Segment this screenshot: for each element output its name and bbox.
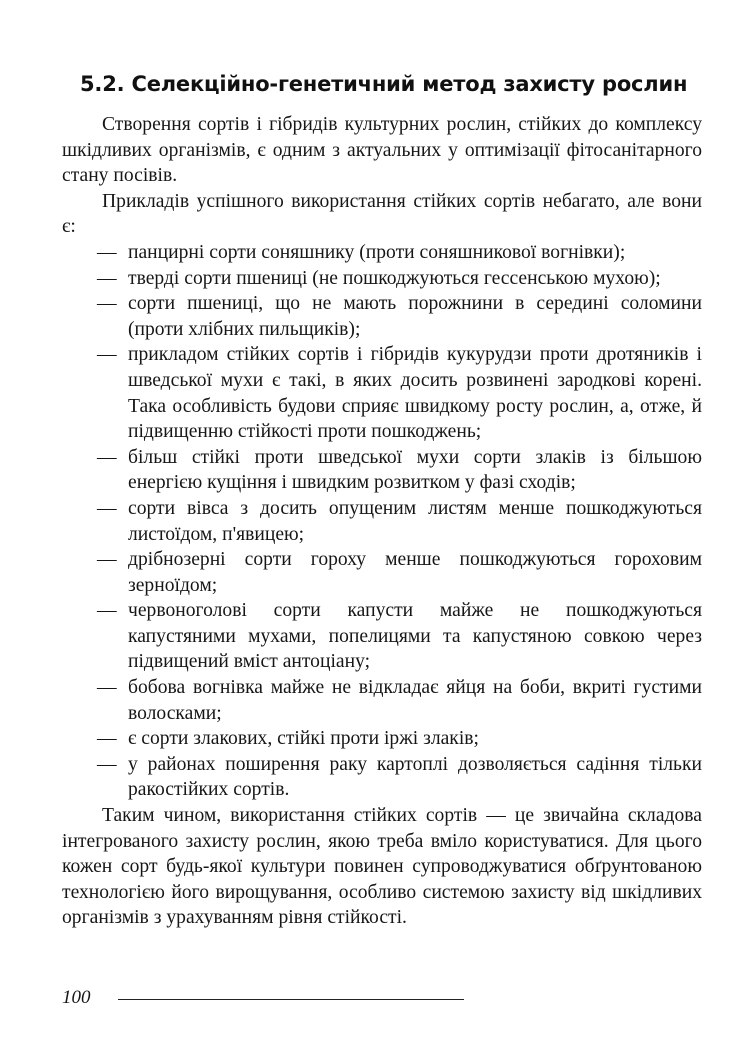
dash-bullet: — bbox=[97, 344, 117, 366]
list-item bbox=[62, 598, 702, 675]
page-footer bbox=[62, 987, 482, 1011]
list-item-text: тверді сорти пшениці (не пошкоджуються гессенською мухою); bbox=[128, 267, 661, 289]
section-heading: 5.2. Селекційно-генетичний метод захисту рослин bbox=[80, 72, 688, 97]
dash-bullet: — bbox=[97, 241, 117, 263]
list-item bbox=[62, 291, 702, 342]
list-item bbox=[62, 547, 702, 598]
dash-bullet: — bbox=[97, 677, 117, 699]
list-item bbox=[62, 445, 702, 496]
list-item-text: прикладом стійких сортів і гібридів кукурудзи проти дротяників і шведської мухи є такі, в яких досить розвинені зародкові корені. Така особливість будови сприяє швидкому росту рослин, а, отже, й підвищенню стійкості проти пошкоджень; bbox=[128, 344, 702, 443]
list-item bbox=[62, 266, 702, 292]
dash-bullet: — bbox=[97, 497, 117, 519]
examples-lead-paragraph: Прикладів успішного використання стійких сортів небагато, але вони є: bbox=[62, 190, 702, 238]
page-body bbox=[62, 112, 702, 931]
list-item-text: є сорти злакових, стійкі проти іржі злаків; bbox=[128, 728, 479, 750]
list-item bbox=[62, 752, 702, 803]
list-item-text: червоноголові сорти капусти майже не пошкоджуються капустяними мухами, попелицями та капустяною совкою через підвищений вміст антоціану; bbox=[128, 600, 702, 673]
dash-bullet: — bbox=[97, 753, 117, 775]
dash-bullet: — bbox=[97, 728, 117, 750]
list-item-text: більш стійкі проти шведської мухи сорти злаків із більшою енергією кущіння і швидким розвитком у фазі сходів; bbox=[128, 446, 702, 494]
list-item bbox=[62, 240, 702, 266]
dash-bullet: — bbox=[97, 267, 117, 289]
dash-bullet: — bbox=[97, 446, 117, 468]
list-item-text: панцирні сорти соняшнику (проти соняшникової вогнівки); bbox=[128, 241, 626, 263]
dash-bullet: — bbox=[97, 293, 117, 315]
list-item bbox=[62, 726, 702, 752]
examples-list bbox=[62, 240, 702, 803]
list-item-text: дрібнозерні сорти гороху менше пошкоджуються гороховим зерноїдом; bbox=[128, 549, 702, 596]
page-number: 100 bbox=[62, 987, 91, 1008]
list-item-text: у районах поширення раку картоплі дозволяється садіння тільки ракостійких сортів. bbox=[128, 753, 702, 801]
list-item-text: бобова вогнівка майже не відкладає яйця на боби, вкриті густими волосками; bbox=[128, 677, 702, 724]
list-item-text: сорти пшениці, що не мають порожнини в середині соломини (проти хлібних пильщиків); bbox=[128, 293, 702, 340]
intro-paragraph: Створення сортів і гібридів культурних рослин, стійких до комплексу шкідливих організмів, є одним з актуальних у оптимізації фітосанітарного стану посівів. bbox=[62, 114, 702, 187]
conclusion-paragraph: Таким чином, використання стійких сортів — це звичайна складова інтегрованого захисту рослин, якою треба вміло користуватися. Для цього кожен сорт будь-якої культури повинен супроводжуватися обґрунтованою технологією його вирощування, особливо системою захисту від шкідливих організмів з урахуванням рівня стійкості. bbox=[62, 805, 702, 929]
list-item bbox=[62, 496, 702, 547]
list-item bbox=[62, 342, 702, 444]
list-item-text: сорти вівса з досить опущеним листям менше пошкоджуються листоїдом, п'явицею; bbox=[128, 497, 702, 545]
footer-rule bbox=[118, 999, 464, 1000]
dash-bullet: — bbox=[97, 549, 117, 571]
list-item bbox=[62, 675, 702, 726]
dash-bullet: — bbox=[97, 600, 117, 622]
